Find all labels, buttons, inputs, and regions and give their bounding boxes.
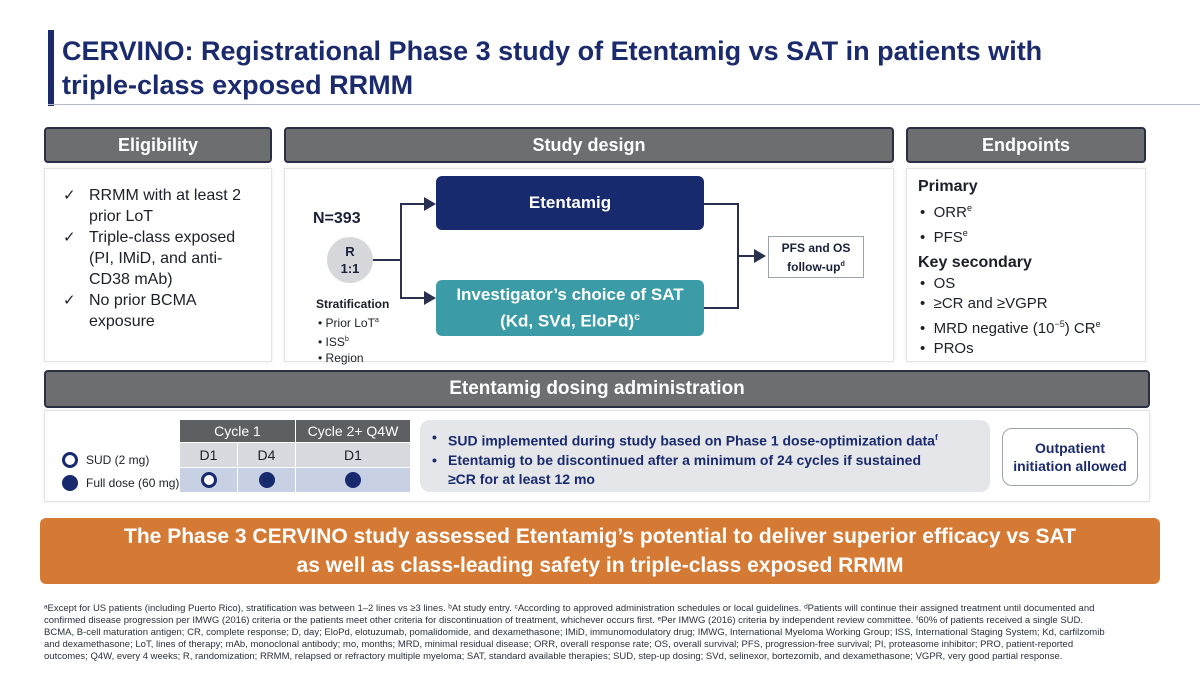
footnote-line: confirmed disease progression per IMWG (2016) criteria or the patients meet other criteria for discontinuation of treatment, whichever occurs first. ᵉPer IMWG (2016) criteria by independent review committee. ᶠ60% of patients received a single SUD. — [44, 615, 1084, 626]
footnote-marker: d — [840, 258, 845, 268]
eligibility-item-line: Triple-class exposed — [89, 229, 236, 246]
outpatient-line1: Outpatient — [1035, 440, 1105, 456]
check-icon: ✓ — [63, 292, 76, 309]
footnote-marker: a — [374, 315, 379, 324]
connector-line — [704, 307, 738, 309]
eligibility-item — [63, 185, 271, 227]
sat-arm-line2: (Kd, SVd, EloPd) — [500, 311, 635, 331]
page-title — [62, 34, 1142, 102]
etentamig-arm-box: Etentamig — [436, 176, 704, 230]
study-design-header: Study design — [284, 127, 894, 163]
endpoint-item: • MRD negative $(10^{-5})$ $CR^e$ — [920, 319, 1101, 337]
arrowhead-icon — [424, 197, 436, 211]
outpatient-line2: initiation allowed — [1013, 458, 1127, 474]
endpoint-item: • ORR$^e$ — [920, 203, 972, 221]
sat-arm-box — [436, 280, 704, 336]
endpoint-item-text: OS — [933, 275, 956, 292]
connector-line — [400, 203, 426, 205]
footnote-line: and dexamethasone; LoT, lines of therapy; mAb, monoclonal antibody; mo, months; MRD, minimal residual disease; ORR, overall response rate; OS, overall survival; PFS, progression-free survival; PI, proteasome inhibitor; PRO, patient-reported — [44, 639, 1074, 650]
endpoint-item: • OS — [920, 275, 956, 292]
dosing-notes-box — [420, 420, 990, 492]
filled-circle-icon — [259, 472, 275, 488]
sat-arm-line1: Investigator’s choice of SAT — [456, 285, 684, 305]
stratification-item: • Prior LoT$^a$ — [318, 315, 379, 330]
footnote-marker: f — [934, 432, 938, 442]
footnote-marker: e — [966, 203, 972, 213]
endpoints-header: Endpoints — [906, 127, 1146, 163]
stratification-item-text: Region — [325, 351, 364, 365]
footnote-line: ᵃExcept for US patients (including Puerto Rico), stratification was between 1–2 lines vs ≥3 lines. ᵇAt study entry. ᶜAccording to approved administration schedules or local guidelines. ᵈPatients will continue their assigned treatment until documented and — [44, 603, 1095, 614]
secondary-endpoint-heading: Key secondary — [918, 254, 1032, 271]
endpoint-item-text: ) CR — [1064, 320, 1096, 337]
stratification-title: Stratification — [316, 297, 390, 311]
dosing-note: • SUD implemented during study based on Phase 1 dose-optimization data$^f$ — [432, 429, 938, 449]
eligibility-item-line: (PI, IMiD, and anti- — [89, 250, 223, 267]
eligibility-item-line: No prior BCMA — [89, 292, 197, 309]
footnote-line: outcomes; Q4W, every 4 weeks; R, randomization; RRMM, relapsed or refractory multiple myeloma; SAT, standard available therapies; SUD, step-up dosing; SVd, selinexor, bortezomib, and dexamethasone; VGPR, very good partial response. — [44, 651, 1063, 662]
outpatient-box — [1002, 428, 1138, 486]
footnote-marker: e — [1095, 319, 1101, 329]
endpoints-list — [918, 177, 1101, 359]
stratification-block — [316, 296, 389, 366]
dose-cell — [180, 468, 237, 492]
eligibility-item — [63, 227, 271, 290]
title-divider — [48, 104, 1200, 105]
legend-full-dose — [62, 475, 179, 491]
connector-line — [373, 259, 401, 261]
filled-circle-icon — [345, 472, 361, 488]
stratification-item: • ISS$^b$ — [318, 334, 349, 349]
arrowhead-icon — [424, 291, 436, 305]
dose-cell — [296, 468, 410, 492]
primary-endpoint-heading: Primary — [918, 178, 978, 195]
dosing-note-text: ≥CR for at least 12 mo — [448, 470, 595, 487]
eligibility-item-line: CD38 mAb) — [89, 271, 173, 288]
banner-line1: The Phase 3 CERVINO study assessed Etentamig’s potential to deliver superior efficacy vs SAT — [124, 525, 1076, 548]
endpoint-item: • PROs — [920, 340, 974, 357]
footnotes — [44, 603, 1168, 663]
followup-line2: follow-up — [787, 259, 841, 274]
arrowhead-icon — [754, 249, 766, 263]
endpoint-item: • ≥CR and ≥VGPR — [920, 295, 1048, 312]
banner-line2: as well as class-leading safety in triple-class exposed RRMM — [296, 554, 904, 577]
eligibility-header: Eligibility — [44, 127, 272, 163]
dosing-note-text: Etentamig to be discontinued after a minimum of 24 cycles if sustained — [448, 451, 921, 468]
eligibility-panel — [44, 168, 272, 362]
cycle1-header: Cycle 1 — [180, 420, 295, 442]
endpoint-item-text: ≥CR and ≥VGPR — [933, 295, 1048, 312]
footnote-line: BCMA, B-cell maturation antigen; CR, complete response; D, day; EloPd, elotuzumab, pomalidomide, and dexamethasone; IMiD, immunomodulatory drug; IMWG, International Myeloma Working Group; ISS, International Staging System; Kd, carfilzomib — [44, 627, 1105, 638]
eligibility-item-line: RRMM with at least 2 — [89, 187, 242, 204]
followup-line1: PFS and OS — [781, 240, 851, 255]
eligibility-item — [63, 290, 271, 332]
eligibility-item-text — [89, 227, 235, 290]
open-circle-icon — [201, 472, 217, 488]
dosing-note-text: SUD implemented during study based on Phase 1 dose-optimization data — [448, 432, 935, 449]
stratification-item-text: Prior LoT — [325, 316, 375, 330]
endpoint-item-text: PFS — [933, 229, 963, 246]
randomization-ratio: 1:1 — [340, 261, 360, 276]
legend-sud-label: SUD (2 mg) — [86, 453, 150, 467]
connector-line — [400, 297, 426, 299]
conclusion-banner — [40, 518, 1160, 584]
connector-line — [704, 203, 738, 205]
eligibility-item-line: exposure — [89, 313, 155, 330]
legend-full-dose-label: Full dose (60 mg) — [86, 476, 180, 490]
sample-size-label: N=393 — [313, 210, 361, 227]
eligibility-list — [45, 169, 271, 332]
day-cell: D1 — [180, 443, 237, 467]
connector-line — [737, 255, 755, 257]
eligibility-item-line: prior LoT — [89, 208, 154, 225]
day-cell: D4 — [238, 443, 295, 467]
title-accent-bar — [48, 30, 54, 106]
filled-circle-icon — [62, 475, 78, 491]
endpoint-item-text: PROs — [933, 340, 974, 357]
check-icon: ✓ — [63, 229, 76, 246]
check-icon: ✓ — [63, 187, 76, 204]
eligibility-item-text — [89, 185, 241, 227]
randomization-circle — [327, 237, 373, 283]
dosing-header: Etentamig dosing administration — [44, 370, 1150, 408]
cycle2-header: Cycle 2+ Q4W — [296, 420, 410, 442]
open-circle-icon — [62, 452, 78, 468]
followup-box — [768, 236, 864, 278]
day-cell: D1 — [296, 443, 410, 467]
footnote-marker: b — [344, 334, 349, 343]
exponent: −5 — [1054, 319, 1065, 329]
endpoint-item-text: ORR — [933, 204, 967, 221]
page-title-line1: CERVINO: Registrational Phase 3 study of Etentamig vs SAT in patients with — [62, 36, 1043, 66]
footnote-marker: c — [634, 312, 640, 324]
legend-sud — [62, 452, 149, 468]
dosing-note: • Etentamig to be discontinued after a minimum of 24 cycles if sustained ≥CR for at least 12 mo — [432, 451, 921, 487]
endpoint-item-text: MRD negative (10 — [933, 320, 1055, 337]
stratification-item-text: ISS — [325, 335, 345, 349]
randomization-label: R — [345, 244, 355, 259]
page-title-line2: triple-class exposed RRMM — [62, 70, 414, 100]
footnote-marker: e — [962, 228, 968, 238]
eligibility-item-text — [89, 290, 197, 332]
connector-line — [400, 203, 402, 299]
stratification-item: • Region — [318, 351, 364, 365]
endpoint-item: • PFS$^e$ — [920, 228, 968, 246]
dose-cell — [238, 468, 295, 492]
